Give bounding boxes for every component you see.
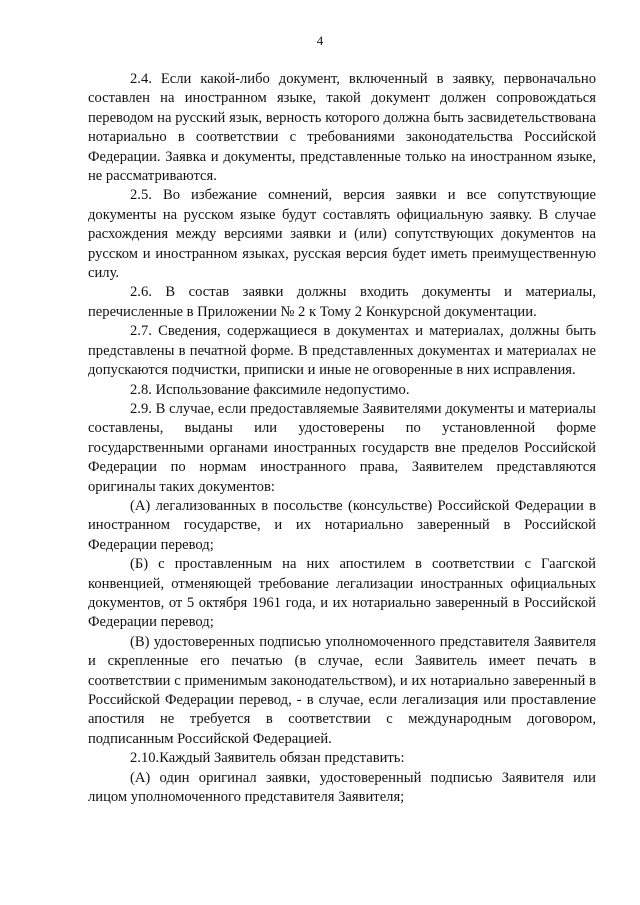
paragraph-2-9: 2.9. В случае, если предоставляемые Заявителями документы и материалы составлены, выданы или удостоверены по установленной форме государственными органами иностранных государств вне пределов Российской Федерации по нормам иностранного права, Заявителем представляются оригиналы таких документов: xyxy=(88,400,596,495)
paragraph-2-10-a: (А) один оригинал заявки, удостоверенный подписью Заявителя или лицом уполномоченного представителя Заявителя; xyxy=(88,769,596,806)
paragraph-2-4: 2.4. Если какой-либо документ, включенный в заявку, первоначально составлен на иностранном языке, такой документ должен сопровождаться переводом на русский язык, верность которого должна быть засвидетельствована нотариально в соответствии с требованиями законодательства Российской Федерации. Заявка и документы, представленные только на иностранном языке, не рассматриваются. xyxy=(88,71,596,185)
paragraph-2-9-a: (А) легализованных в посольстве (консульстве) Российской Федерации в иностранном государстве, и их нотариально заверенный в Российской Федерации перевод; xyxy=(88,497,596,553)
paragraph-2-9-c: (В) удостоверенных подписью уполномоченного представителя Заявителя и скрепленные его печатью (в случае, если Заявитель имеет печать в соответствии с применимым законодательством), и их нотариально заверенный в Российской Федерации перевод, - в случае, если легализация или проставление апостиля не требуется в соответствии с международным договором, подписанным Российской Федерацией. xyxy=(88,633,596,747)
paragraph-2-6: 2.6. В состав заявки должны входить документы и материалы, перечисленные в Приложении № 2 к Тому 2 Конкурсной документации. xyxy=(88,284,596,320)
paragraph-2-8: 2.8. Использование факсимиле недопустимо. xyxy=(130,381,410,398)
paragraph-2-5: 2.5. Во избежание сомнений, версия заявки и все сопутствующие документы на русском языке будут составлять официальную заявку. В случае расхождения между версиями заявки и (или) сопутствующих документов на русском и иностранном языках, русская версия будет иметь преимущественную силу. xyxy=(88,187,596,282)
paragraph-2-9-b: (Б) с проставленным на них апостилем в соответствии с Гаагской конвенцией, отменяющей требование легализации иностранных официальных документов, от 5 октября 1961 года, и их нотариально заверенный в Российской Федерации перевод; xyxy=(88,556,596,631)
page-number: 4 xyxy=(316,33,324,48)
paragraph-2-7: 2.7. Сведения, содержащиеся в документах и материалах, должны быть представлены в печатной форме. В представленных документах и материалах не допускаются подчистки, приписки и иные не оговоренные в них исправления. xyxy=(88,323,596,379)
paragraph-2-10: 2.10.Каждый Заявитель обязан представить: xyxy=(130,750,405,767)
page-body xyxy=(88,70,596,807)
